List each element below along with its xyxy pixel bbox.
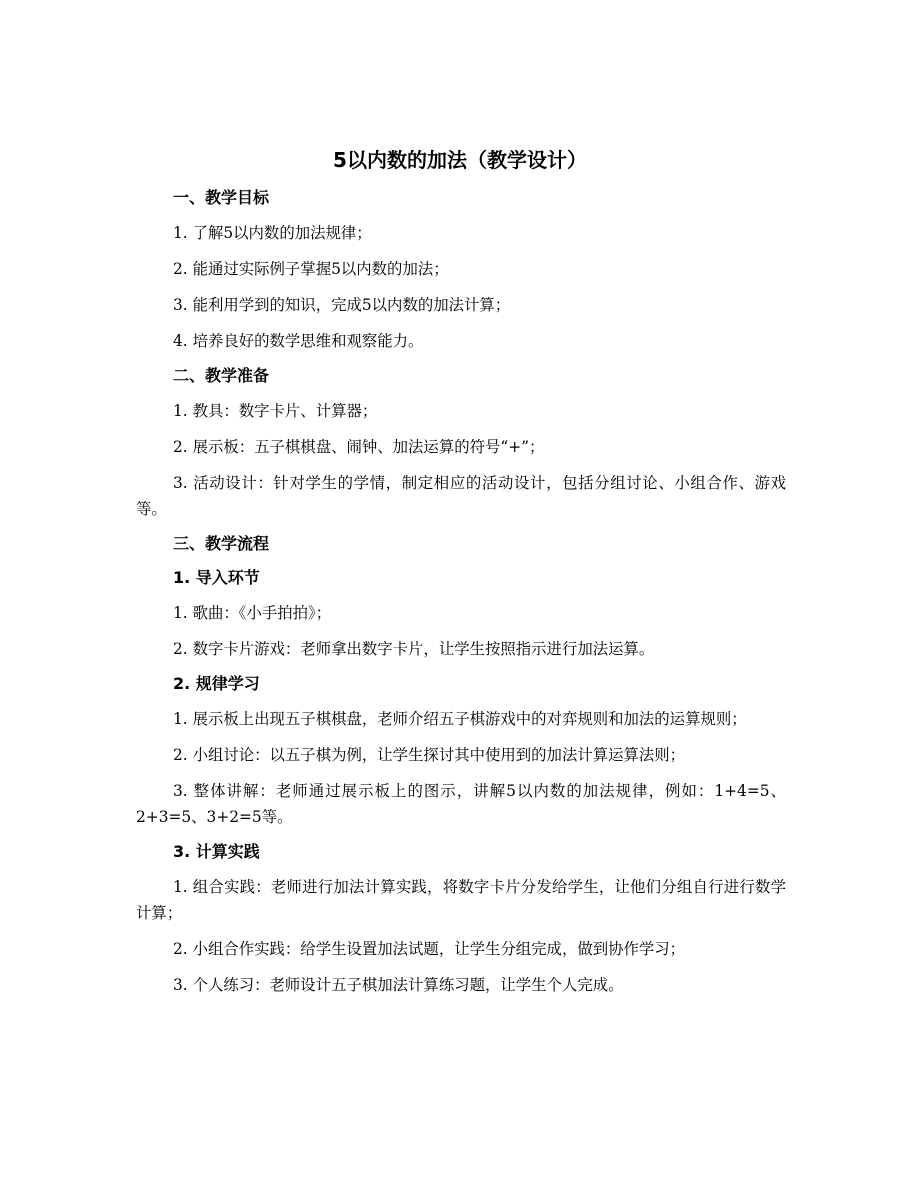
paragraph: 1. 组合实践：老师进行加法计算实践，将数字卡片分发给学生，让他们分组自行进行数学计算；: [136, 878, 786, 922]
section-heading-preparation: 二、教学准备: [173, 366, 270, 385]
subsection-heading-intro: 1. 导入环节: [173, 568, 260, 587]
paragraph: 3. 活动设计：针对学生的学情，制定相应的活动设计，包括分组讨论、小组合作、游戏等。: [136, 474, 786, 518]
paragraph: 2. 小组讨论：以五子棋为例，让学生探讨其中使用到的加法计算运算法则；: [173, 746, 686, 764]
paragraph: 2. 数字卡片游戏：老师拿出数字卡片，让学生按照指示进行加法运算。: [173, 640, 655, 658]
subsection-heading-rules: 2. 规律学习: [173, 674, 260, 693]
paragraph: 2. 小组合作实践：给学生设置加法试题，让学生分组完成，做到协作学习；: [173, 940, 686, 958]
section-heading-objectives: 一、教学目标: [173, 188, 270, 207]
paragraph: 2. 能通过实际例子掌握5以内数的加法；: [173, 260, 449, 278]
paragraph: 4. 培养良好的数学思维和观察能力。: [173, 332, 424, 350]
document-body: [136, 186, 786, 1008]
paragraph: 2. 展示板：五子棋棋盘、闹钟、加法运算的符号“+”；: [173, 438, 545, 456]
paragraph: 1. 歌曲：《小手拍拍》；: [173, 604, 332, 622]
paragraph: 3. 能利用学到的知识，完成5以内数的加法计算；: [173, 296, 511, 314]
paragraph: 1. 展示板上出现五子棋棋盘，老师介绍五子棋游戏中的对弈规则和加法的运算规则；: [173, 710, 747, 728]
section-heading-process: 三、教学流程: [173, 534, 270, 553]
paragraph: 1. 了解5以内数的加法规律；: [173, 224, 372, 242]
paragraph: 3. 整体讲解：老师通过展示板上的图示，讲解5以内数的加法规律，例如：1+4=5、2+3=5、3+2=5等。: [136, 782, 786, 826]
paragraph: 3. 个人练习：老师设计五子棋加法计算练习题，让学生个人完成。: [173, 976, 624, 994]
paragraph: 1. 教具：数字卡片、计算器；: [173, 402, 378, 420]
subsection-heading-practice: 3. 计算实践: [173, 842, 260, 861]
document-title: 5以内数的加法（教学设计）: [333, 148, 587, 172]
